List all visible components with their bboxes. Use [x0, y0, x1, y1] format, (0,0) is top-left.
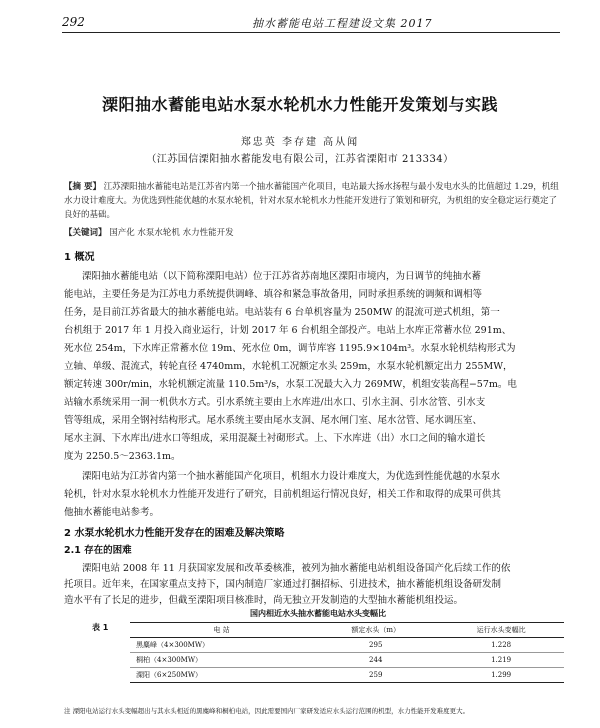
header-rule	[62, 32, 560, 33]
body-line: 尾水主洞、下水库出/进水口等组成，采用混凝土衬砌形式。上、下水库进（出）水口之间的输水道长	[64, 433, 486, 444]
authors: 郑忠英 李存建 高从闻	[240, 137, 360, 148]
cell-rated-head: 295	[313, 638, 438, 653]
cell-station: 黑麋峰（4×300MW）	[130, 638, 313, 653]
cell-rated-head: 244	[313, 653, 438, 668]
page-number: 292	[62, 15, 85, 29]
section-heading-1: 1 概况	[64, 252, 95, 263]
body-line: 他抽水蓄能电站参考。	[64, 507, 160, 518]
table-note: 注 溧阳电站运行水头变幅超出与其水头相近的黑麋峰和桐柏电站，因此需要国内厂家研发适应水头运行范围的机型，水力性能开发难度更大。	[64, 707, 470, 715]
cell-head-ratio: 1.299	[438, 668, 564, 683]
abstract	[64, 180, 564, 222]
affiliation: （江苏国信溧阳抽水蓄能发电有限公司，江苏省溧阳市 213334）	[146, 154, 454, 165]
table-row	[130, 638, 564, 653]
article-title: 溧阳抽水蓄能电站水泵水轮机水力性能开发策划与实践	[101, 95, 498, 114]
section-heading-2: 2 水泵水轮机水力性能开发存在的困难及解决策略	[64, 528, 285, 539]
running-header	[62, 12, 560, 34]
body-line: 站输水系统采用一洞一机供水方式。引水系统主要由上水库进/出水口、引水主洞、引水岔管、引水支	[64, 397, 486, 408]
body-line: 轮机，针对水泵水轮机水力性能开发进行了研究，目前机组运行情况良好，相关工作和取得的成果可供其	[64, 489, 502, 500]
keywords-label: 【关键词】	[64, 228, 107, 238]
body-line: 管等组成，采用全钢衬结构形式。尾水系统主要由尾水支洞、尾水闸门室、尾水岔管、尾水调压室、	[64, 415, 483, 426]
body-line: 托项目。近年来，在国家重点支持下，国内制造厂家通过打捆招标、引进技术，抽水蓄能机组设备研发制	[64, 579, 502, 590]
body-line: 死水位 254m，下水库正常蓄水位 19m、死水位 0m，调节库容 1195.9×104m³。水泵水轮机结构形式为	[64, 343, 516, 354]
body-line: 台机组于 2017 年 1 月投入商业运行，计划 2017 年 6 台机组全部投产。电站上水库正常蓄水位 291m、	[64, 325, 512, 336]
keywords	[64, 226, 564, 240]
col-header-station: 电 站	[130, 623, 313, 638]
table-header-row	[130, 623, 564, 638]
abstract-label: 【摘 要】	[64, 182, 101, 192]
cell-head-ratio: 1.219	[438, 653, 564, 668]
body-line: 立轴、单级、混流式，转轮直径 4740mm，水轮机工况额定水头 259m，水泵水轮机额定出力 255MW，	[64, 361, 513, 372]
col-header-rated-head: 额定水头（m）	[313, 623, 438, 638]
table-label: 表 1	[92, 623, 109, 632]
cell-rated-head: 259	[313, 668, 438, 683]
head-variation-table	[130, 622, 564, 683]
journal-title: 抽水蓄能电站工程建设文集 2017	[252, 17, 433, 30]
body-line: 溧阳电站为江苏省内第一个抽水蓄能国产化项目，机组水力设计难度大，为优选到性能优越的水泵水	[82, 471, 501, 482]
cell-station: 溧阳（6×250MW）	[130, 668, 313, 683]
cell-station: 桐柏（4×300MW）	[130, 653, 313, 668]
body-line: 溧阳抽水蓄能电站（以下简称溧阳电站）位于江苏省苏南地区溧阳市境内，为日调节的纯抽水蓄	[82, 271, 482, 282]
col-header-head-ratio: 运行水头变幅比	[438, 623, 564, 638]
body-line: 造水平有了长足的进步，但截至溧阳项目核准时，尚无独立开发制造的大型抽水蓄能机组投运。	[64, 595, 464, 606]
body-line: 任务，是目前江苏省最大的抽水蓄能电站。电站装有 6 台单机容量为 250MW 的混流可逆式机组，第一	[64, 307, 500, 318]
subsection-heading-2-1: 2.1 存在的困难	[64, 545, 132, 556]
body-line: 额定转速 300r/min，水轮机额定流量 110.5m³/s，水泵工况最大入力 269MW，机组安装高程−57m。电	[64, 379, 517, 390]
table-row	[130, 668, 564, 683]
body-line: 溧阳电站 2008 年 11 月获国家发展和改革委核准，被列为抽水蓄能电站机组设备国产化后续工作的依	[82, 563, 511, 574]
cell-head-ratio: 1.228	[438, 638, 564, 653]
body-line: 度为 2250.5～2363.1m。	[64, 451, 181, 462]
body-line: 能电站，主要任务是为江苏电力系统提供调峰、填谷和紧急事故备用，同时承担系统的调频和调相等	[64, 289, 483, 300]
keywords-text: 国产化 水泵水轮机 水力性能开发	[109, 228, 234, 238]
abstract-text: 江苏溧阳抽水蓄能电站是江苏省内第一个抽水蓄能国产化项目，电站最大扬水扬程与最小发电水头的比值超过 1.29，机组水力设计难度大。为优选到性能优越的水泵水轮机，针对水泵水轮机水力性能开发进行了策划和研究，为机组的安全稳定运行奠定了良好的基础。	[64, 182, 559, 220]
table-row	[130, 653, 564, 668]
table-caption: 国内相近水头抽水蓄能电站水头变幅比	[250, 609, 386, 618]
